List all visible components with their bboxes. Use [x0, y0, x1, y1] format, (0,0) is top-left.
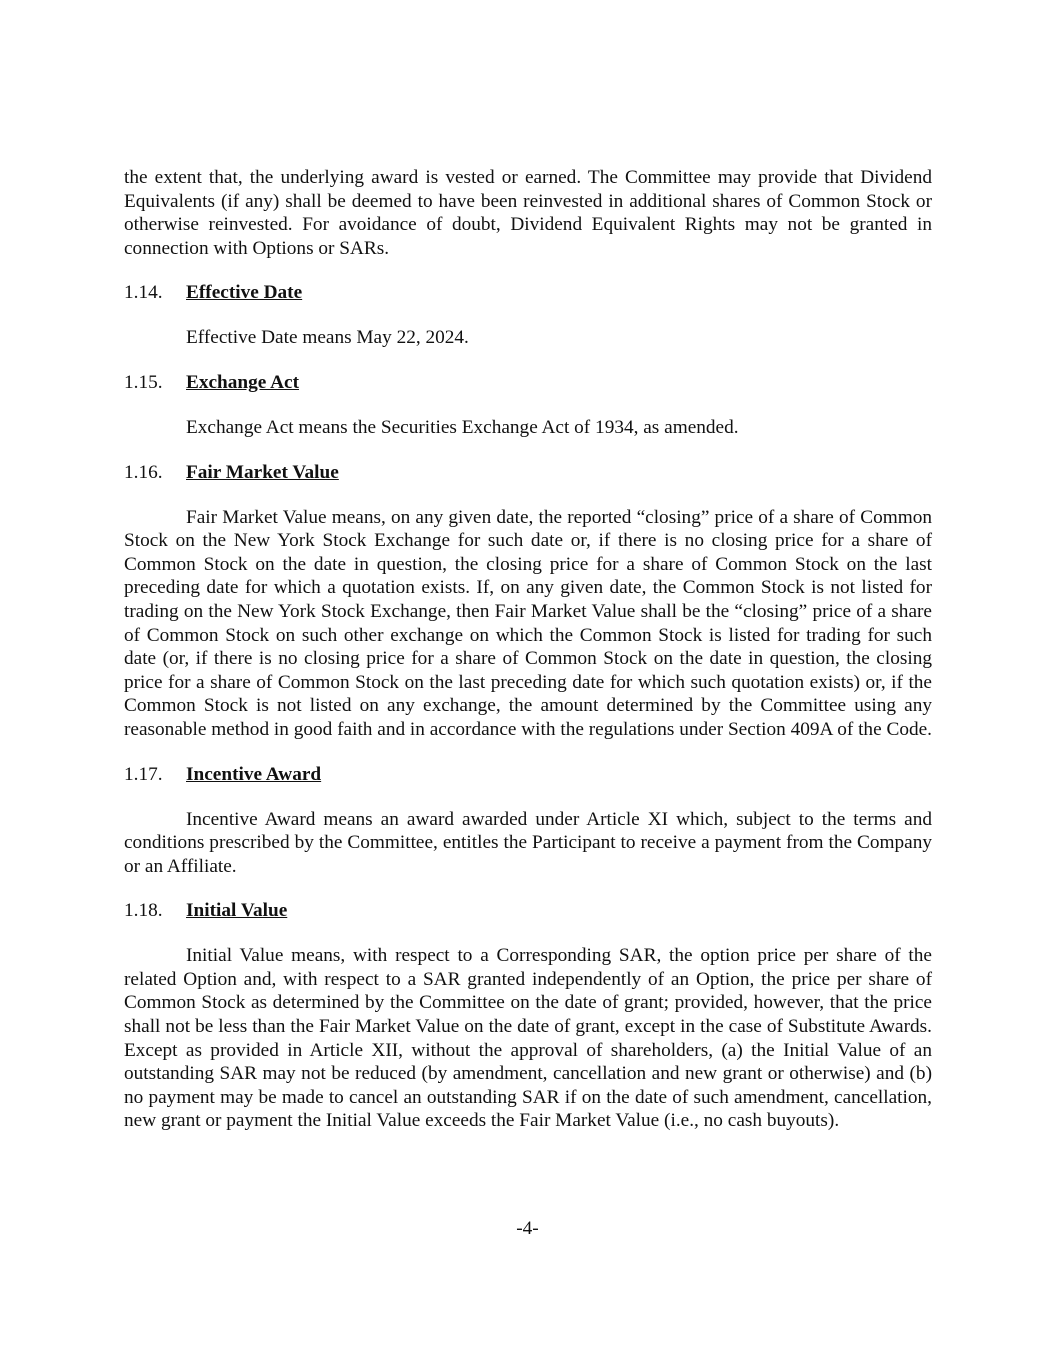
section-number: 1.18. — [124, 900, 163, 922]
section-heading-1-14 — [124, 281, 932, 305]
section-body-1-18: Initial Value means, with respect to a Corresponding SAR, the option price per share of the related Option and, with respect to a SAR granted independently of an Option, the price per share of Common Stock as determined by the Committee on the date of grant; provided, however, that the price shall not be less than the Fair Market Value on the date of grant, except in the case of Substitute Awards. Except as provided in Article XII, without the approval of shareholders, (a) the Initial Value of an outstanding SAR may not be reduced (by amendment, cancellation and new grant or otherwise) and (b) no payment may be made to cancel an outstanding SAR if on the date of such amendment, cancellation, new grant or payment the Initial Value exceeds the Fair Market Value (i.e., no cash buyouts). — [124, 945, 932, 1132]
section-title: Effective Date — [186, 282, 303, 304]
section-body-1-15: Exchange Act means the Securities Exchange Act of 1934, as amended. — [186, 416, 739, 438]
section-heading-1-15 — [124, 371, 932, 395]
section-number: 1.14. — [124, 282, 163, 304]
section-heading-1-18 — [124, 899, 932, 923]
section-number: 1.17. — [124, 763, 163, 785]
section-number: 1.16. — [124, 461, 163, 483]
section-title: Incentive Award — [186, 763, 322, 785]
intro-paragraph: the extent that, the underlying award is vested or earned. The Committee may provide that Dividend Equivalents (if any) shall be deemed to have been reinvested in additional shares of Common Stock or otherwise reinvested. For avoidance of doubt, Dividend Equivalent Rights may not be granted in connection with Options or SARs. — [124, 167, 932, 259]
section-body-1-16: Fair Market Value means, on any given date, the reported “closing” price of a share of Common Stock on the New York Stock Exchange for such date or, if there is no closing price for a share of Common Stock on the date in question, the closing price for a share of Common Stock on the last preceding date for which a quotation exists. If, on any given date, the Common Stock is not listed for trading on the New York Stock Exchange, then Fair Market Value shall be the “closing” price of a share of Common Stock on such other exchange on which the Common Stock is listed for trading for such date (or, if there is no closing price for a share of Common Stock on the date in question, the closing price for a share of Common Stock on the last preceding date for which such quotation exists) or, if the Common Stock is not listed on any exchange, the amount determined by the Committee using any reasonable method in good faith and in accordance with the regulations under Section 409A of the Code. — [124, 506, 932, 740]
section-title: Initial Value — [186, 900, 288, 922]
section-body-1-17: Incentive Award means an award awarded under Article XI which, subject to the terms and conditions prescribed by the Committee, entitles the Participant to receive a payment from the Company or an Affiliate. — [124, 808, 932, 877]
section-heading-1-16 — [124, 461, 932, 485]
section-title: Fair Market Value — [186, 461, 339, 483]
document-page — [124, 166, 932, 1133]
section-title: Exchange Act — [186, 371, 300, 393]
section-heading-1-17 — [124, 763, 932, 787]
section-body-1-14: Effective Date means May 22, 2024. — [186, 327, 469, 349]
page-number: -4- — [516, 1218, 539, 1239]
section-number: 1.15. — [124, 371, 163, 393]
